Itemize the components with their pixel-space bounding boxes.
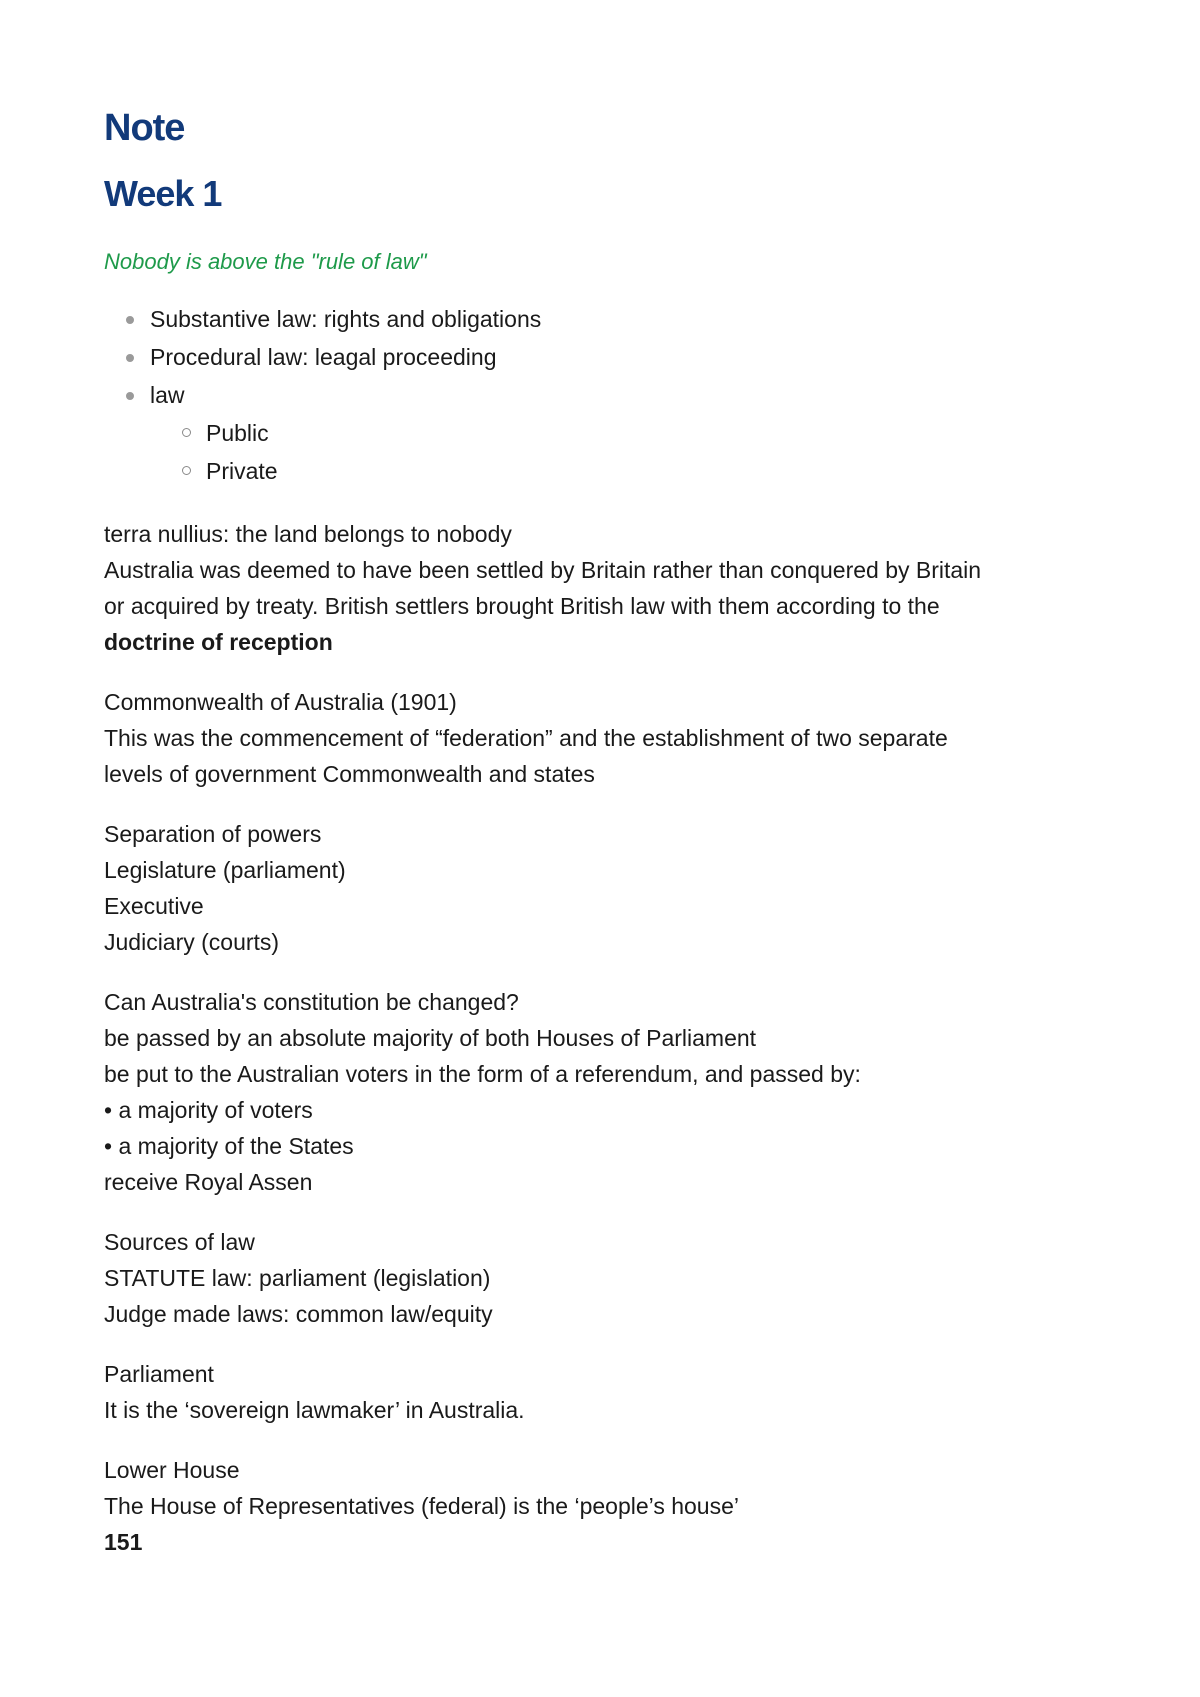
text-line: Separation of powers [104,821,322,847]
sources-of-law-paragraph [104,1224,1104,1332]
list-item [104,300,1104,338]
terra-nullius-paragraph [104,516,1104,660]
hollow-bullet-icon [182,466,191,475]
highlight-quote: Nobody is above the "rule of law" [104,249,427,274]
text-line: STATUTE law: parliament (legislation) [104,1265,491,1291]
document-content [104,100,1104,1560]
list-item-text: Substantive law: rights and obligations [150,306,542,332]
bullet-icon [126,316,134,324]
text-line: Legislature (parliament) [104,857,346,883]
list-item [104,376,1104,490]
list-item-text: law [150,382,185,408]
list-item-text: Procedural law: leagal proceeding [150,344,497,370]
text-line: This was the commencement of “federation” and the establishment of two separate [104,725,948,751]
text-line: receive Royal Assen [104,1169,313,1195]
text-line: Commonwealth of Australia (1901) [104,689,457,715]
text-line: Judge made laws: common law/equity [104,1301,493,1327]
page-number: 151 [104,1529,143,1555]
law-types-list [104,300,1104,490]
text-line: The House of Representatives (federal) is the ‘people’s house’ [104,1493,739,1519]
text-line: be passed by an absolute majority of both Houses of Parliament [104,1025,757,1051]
commonwealth-paragraph [104,684,1104,792]
sub-list-item-text: Private [206,458,278,484]
bold-term: doctrine of reception [104,629,333,655]
list-item [104,338,1104,376]
section-heading: Week 1 [104,173,222,214]
sub-list-item [150,452,1104,490]
separation-of-powers-paragraph [104,816,1104,960]
text-line: Lower House [104,1457,240,1483]
text-line: levels of government Commonwealth and states [104,761,595,787]
bullet-icon [126,354,134,362]
sub-list [150,414,1104,490]
bullet-icon [126,392,134,400]
hollow-bullet-icon [182,428,191,437]
sub-list-item-text: Public [206,420,269,446]
text-line: • a majority of the States [104,1133,354,1159]
text-line: be put to the Australian voters in the form of a referendum, and passed by: [104,1061,861,1087]
lower-house-paragraph [104,1452,1104,1560]
text-line: Parliament [104,1361,214,1387]
text-line: or acquired by treaty. British settlers brought British law with them according to the [104,593,940,619]
text-line: Sources of law [104,1229,255,1255]
sub-list-item [150,414,1104,452]
text-line: Australia was deemed to have been settled by Britain rather than conquered by Britain [104,557,982,583]
text-line: It is the ‘sovereign lawmaker’ in Australia. [104,1397,525,1423]
constitution-paragraph [104,984,1104,1200]
text-line: • a majority of voters [104,1097,313,1123]
text-line: Can Australia's constitution be changed? [104,989,519,1015]
page-title: Note [104,107,185,149]
text-line: terra nullius: the land belongs to nobody [104,521,512,547]
parliament-paragraph [104,1356,1104,1428]
text-line: Executive [104,893,204,919]
text-line: Judiciary (courts) [104,929,280,955]
